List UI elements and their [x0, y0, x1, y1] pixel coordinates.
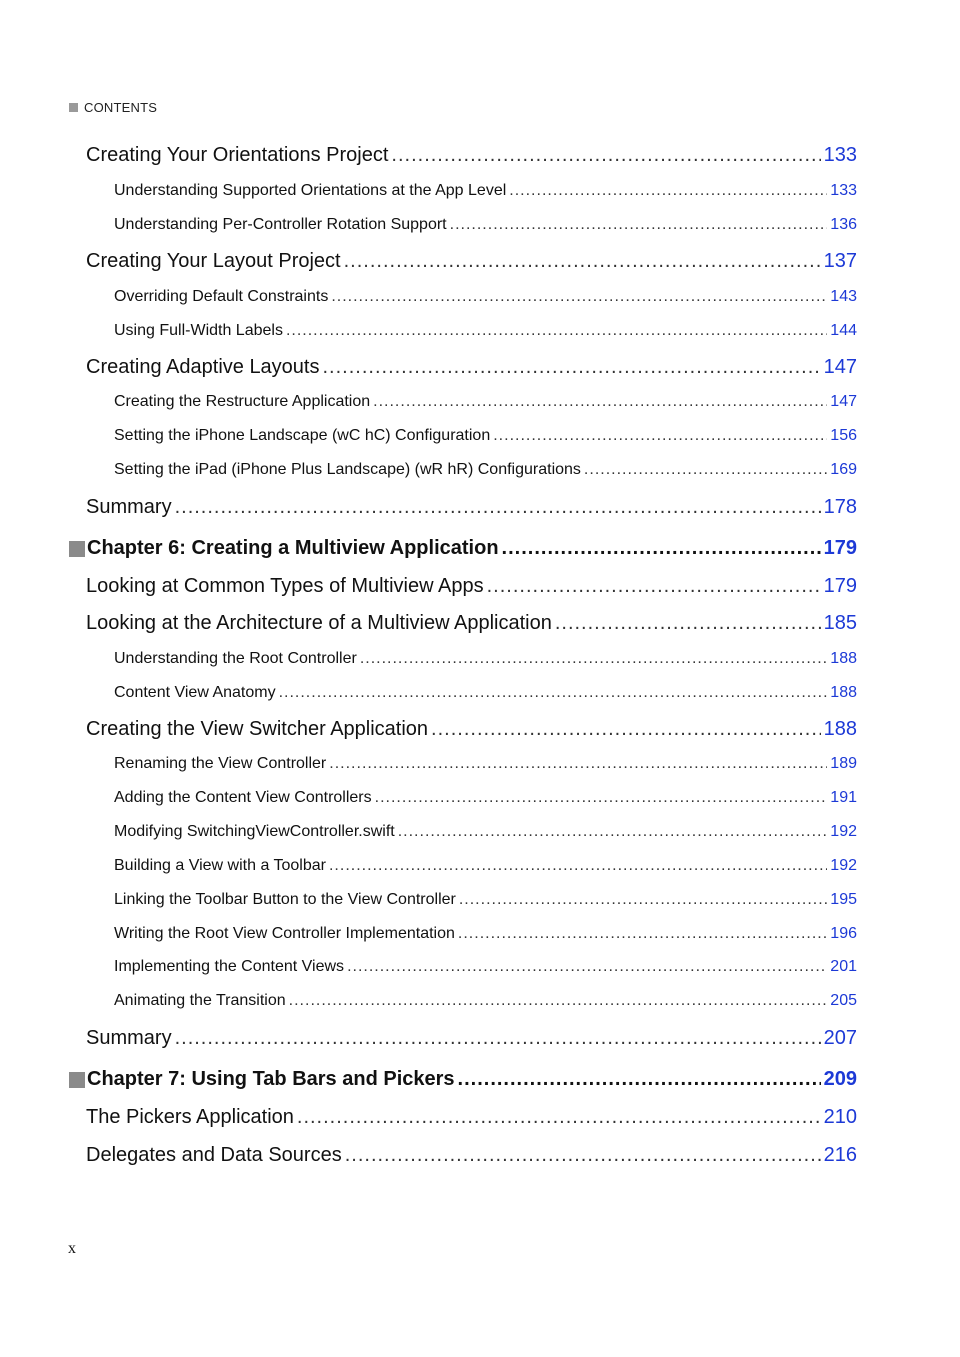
toc-chapter-entry[interactable] — [69, 1068, 857, 1094]
toc-entry[interactable] — [86, 575, 857, 601]
toc-entry[interactable] — [114, 182, 857, 204]
toc-page-link[interactable]: 156 — [830, 427, 857, 444]
toc-entry[interactable] — [114, 789, 857, 811]
toc-entry-title: Creating Your Layout Project — [86, 250, 341, 272]
toc-entry-title: Summary — [86, 1027, 172, 1049]
dot-leader — [360, 650, 827, 668]
chapter-square-icon — [69, 541, 85, 557]
dot-leader — [487, 575, 821, 598]
toc-entry[interactable] — [114, 857, 857, 879]
dot-leader — [450, 216, 828, 234]
toc-entry-title: Understanding the Root Controller — [114, 650, 357, 667]
toc-page-link[interactable]: 144 — [830, 322, 857, 339]
dot-leader — [323, 356, 821, 379]
toc-page-link[interactable]: 189 — [830, 755, 857, 772]
toc-page-link[interactable]: 192 — [830, 823, 857, 840]
toc-page-link[interactable]: 179 — [823, 575, 857, 597]
toc-entry[interactable] — [114, 322, 857, 344]
toc-page-link[interactable]: 185 — [823, 612, 857, 634]
toc-entry[interactable] — [114, 393, 857, 415]
toc-page-link[interactable]: 210 — [823, 1106, 857, 1128]
toc-page-link[interactable]: 137 — [823, 250, 857, 272]
dot-leader — [289, 992, 828, 1010]
toc-entry[interactable] — [114, 992, 857, 1014]
toc-entry-title: Understanding Per-Controller Rotation Support — [114, 216, 447, 233]
toc-entry-title — [69, 1068, 455, 1091]
toc-entry[interactable] — [114, 427, 857, 449]
dot-leader — [375, 789, 828, 807]
dot-leader — [297, 1106, 821, 1129]
dot-leader — [509, 182, 827, 200]
toc-entry-title: Looking at the Architecture of a Multiview Application — [86, 612, 552, 634]
toc-entry[interactable] — [114, 925, 857, 947]
toc-entry[interactable] — [114, 216, 857, 238]
toc-page-link[interactable]: 195 — [830, 891, 857, 908]
toc-entry[interactable] — [86, 496, 857, 522]
toc-page-link[interactable]: 188 — [830, 650, 857, 667]
toc-entry-title: Setting the iPad (iPhone Plus Landscape) (wR hR) Configurations — [114, 461, 581, 478]
toc-page-link[interactable]: 133 — [830, 182, 857, 199]
toc-page-link[interactable]: 216 — [823, 1144, 857, 1166]
toc-entry[interactable] — [114, 684, 857, 706]
toc-page-link[interactable]: 188 — [830, 684, 857, 701]
toc-page-link[interactable]: 133 — [823, 144, 857, 166]
toc-entry-title: Content View Anatomy — [114, 684, 276, 701]
toc-page-link[interactable]: 191 — [830, 789, 857, 806]
dot-leader — [331, 288, 827, 306]
toc-page-link[interactable]: 192 — [830, 857, 857, 874]
toc-page-link[interactable]: 178 — [823, 496, 857, 518]
toc-entry-title: Creating the Restructure Application — [114, 393, 371, 410]
toc-page-link[interactable]: 205 — [830, 992, 857, 1009]
chapter-title-text: Chapter 6: Creating a Multiview Application — [87, 537, 499, 559]
toc-entry[interactable] — [114, 823, 857, 845]
toc-entry[interactable] — [114, 891, 857, 913]
toc-entry-title: Summary — [86, 496, 172, 518]
toc-entry[interactable] — [86, 250, 857, 276]
toc-entry-title: Overriding Default Constraints — [114, 288, 329, 305]
toc-entry[interactable] — [86, 356, 857, 382]
dot-leader — [329, 755, 827, 773]
toc-entry-title: Creating the View Switcher Application — [86, 718, 429, 740]
toc-page-link[interactable]: 196 — [830, 925, 857, 942]
dot-leader — [175, 1027, 821, 1050]
toc-entry-title: Building a View with a Toolbar — [114, 857, 326, 874]
toc-entry-title: Adding the Content View Controllers — [114, 789, 372, 806]
dot-leader — [431, 718, 821, 741]
toc-page-link[interactable]: 209 — [823, 1068, 857, 1090]
toc-entry-title: Writing the Root View Controller Implementation — [114, 925, 455, 942]
toc-entry-title: The Pickers Application — [86, 1106, 294, 1128]
toc-entry[interactable] — [86, 144, 857, 170]
running-header — [69, 99, 157, 115]
toc-entry-title: Modifying SwitchingViewController.swift — [114, 823, 395, 840]
dot-leader — [584, 461, 827, 479]
dot-leader — [391, 144, 820, 167]
toc-page-link[interactable]: 147 — [830, 393, 857, 410]
toc-entry-title: Setting the iPhone Landscape (wC hC) Configuration — [114, 427, 491, 444]
toc-entry-title: Understanding Supported Orientations at the App Level — [114, 182, 507, 199]
toc-entry-title: Creating Adaptive Layouts — [86, 356, 320, 378]
toc-entry-title: Implementing the Content Views — [114, 958, 345, 975]
toc-entry[interactable] — [114, 461, 857, 483]
square-icon — [69, 103, 78, 112]
toc-entry[interactable] — [114, 958, 857, 980]
dot-leader — [175, 496, 821, 519]
dot-leader — [502, 537, 821, 560]
dot-leader — [555, 612, 821, 635]
dot-leader — [459, 891, 827, 909]
toc-entry[interactable] — [86, 1106, 857, 1132]
header-label: CONTENTS — [84, 99, 158, 115]
dot-leader — [458, 1068, 821, 1091]
page-number: x — [68, 1240, 76, 1257]
dot-leader — [493, 427, 827, 445]
toc-entry[interactable] — [86, 612, 857, 638]
chapter-square-icon — [69, 1072, 85, 1088]
dot-leader — [279, 684, 828, 702]
toc-entry-title: Using Full-Width Labels — [114, 322, 283, 339]
toc-page-link[interactable]: 143 — [830, 288, 857, 305]
toc-page-link[interactable]: 179 — [823, 537, 857, 559]
dot-leader — [373, 393, 827, 411]
toc-page-link[interactable]: 136 — [830, 216, 857, 233]
toc-entry-title: Creating Your Orientations Project — [86, 144, 389, 166]
toc-page-link[interactable]: 207 — [823, 1027, 857, 1049]
toc-entry-title: Renaming the View Controller — [114, 755, 327, 772]
toc-entry-title — [69, 537, 499, 560]
toc-entry[interactable] — [86, 718, 857, 744]
toc-chapter-entry[interactable] — [69, 537, 857, 563]
dot-leader — [344, 250, 821, 273]
dot-leader — [458, 925, 827, 943]
toc-entry-title: Linking the Toolbar Button to the View Controller — [114, 891, 456, 908]
toc-page-link[interactable]: 201 — [830, 958, 857, 975]
chapter-title-text: Chapter 7: Using Tab Bars and Pickers — [87, 1068, 455, 1090]
dot-leader — [329, 857, 827, 875]
toc-page-link[interactable]: 147 — [823, 356, 857, 378]
toc-entry[interactable] — [114, 288, 857, 310]
toc-entry-title: Animating the Transition — [114, 992, 286, 1009]
toc-entry-title: Looking at Common Types of Multiview Apps — [86, 575, 484, 597]
toc-entry[interactable] — [86, 1027, 857, 1053]
toc-entry[interactable] — [114, 650, 857, 672]
dot-leader — [398, 823, 828, 841]
dot-leader — [286, 322, 827, 340]
toc-page-link[interactable]: 188 — [823, 718, 857, 740]
toc-page-link[interactable]: 169 — [830, 461, 857, 478]
dot-leader — [345, 1144, 821, 1167]
toc-entry[interactable] — [114, 755, 857, 777]
toc-entry[interactable] — [86, 1144, 857, 1170]
dot-leader — [347, 958, 827, 976]
toc-entry-title: Delegates and Data Sources — [86, 1144, 342, 1166]
